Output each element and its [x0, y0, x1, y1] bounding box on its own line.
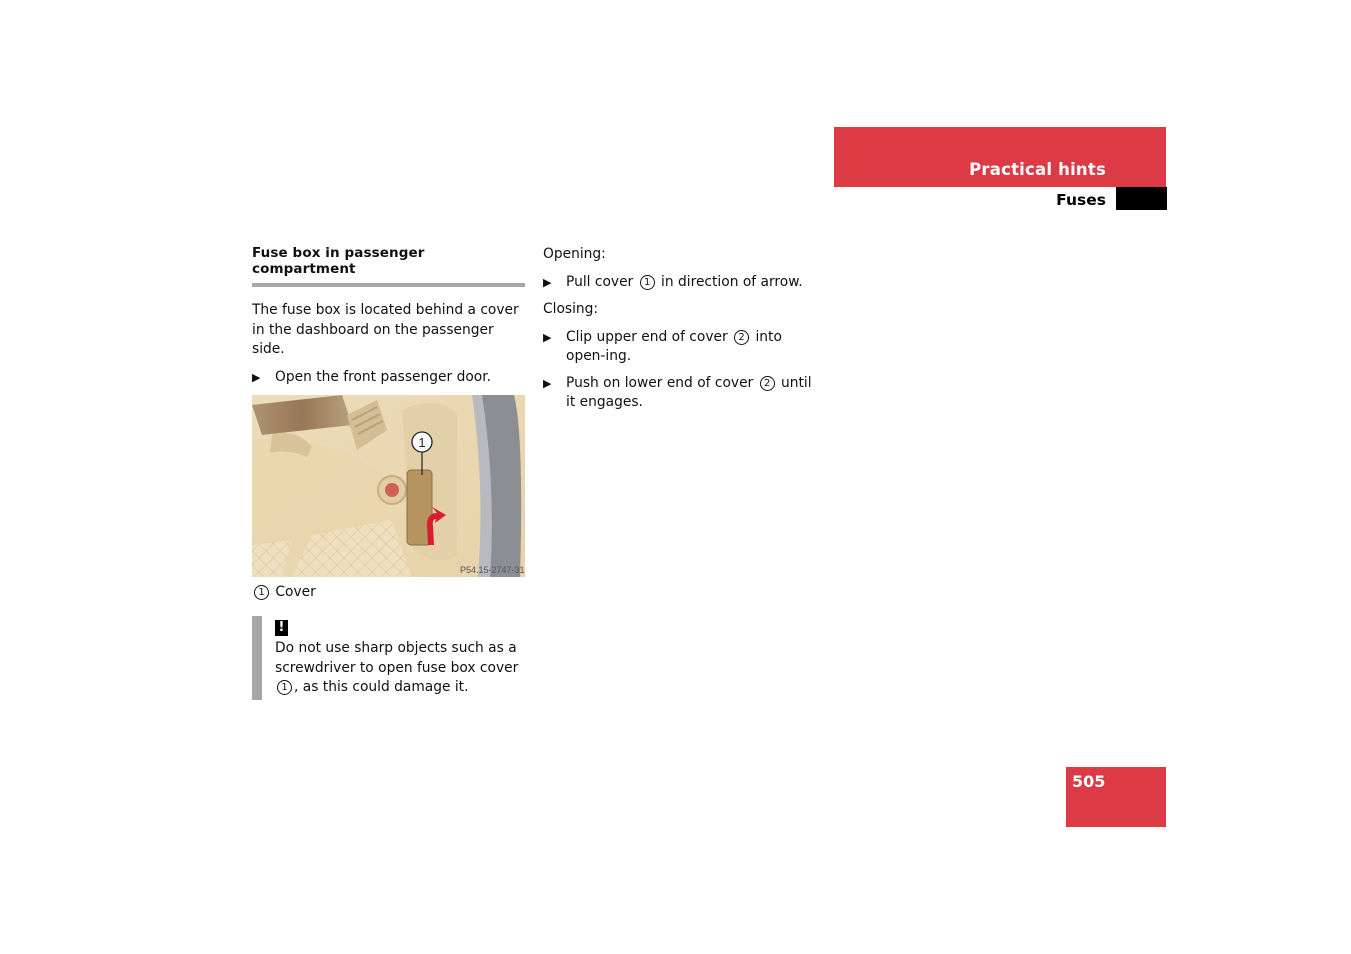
- page-number: 505: [1072, 772, 1106, 791]
- callout-number-1: 1: [254, 585, 269, 600]
- bullet-arrow-icon: ▶: [543, 376, 552, 390]
- closing-label: Closing:: [543, 301, 599, 317]
- step-push-lower-end: ▶ Push on lower end of cover 2 until it engages.: [543, 374, 812, 410]
- step-text: Open the front passenger door.: [275, 368, 492, 385]
- figure-callout-1: 1: [418, 435, 426, 450]
- dashboard-illustration: [252, 395, 525, 577]
- warning-icon: !: [275, 620, 288, 636]
- callout-number-1: 1: [277, 680, 292, 695]
- chapter-title: Practical hints: [969, 160, 1106, 179]
- step-open-door: [252, 368, 525, 388]
- bullet-arrow-icon: ▶: [543, 330, 552, 344]
- section-title: Fuses: [1056, 191, 1106, 209]
- callout-number-2: 2: [734, 330, 749, 345]
- step-pull-cover: ▶ Pull cover 1 in direction of arrow.: [543, 273, 815, 293]
- intro-paragraph: The fuse box is located behind a cover in the dashboard on the passenger side.: [252, 302, 519, 357]
- warning-note: [252, 616, 525, 698]
- right-column: [543, 245, 815, 413]
- caption-text: Cover: [275, 584, 316, 600]
- bullet-arrow-icon: ▶: [543, 275, 552, 289]
- callout-number-1: 1: [640, 275, 655, 290]
- subsection-heading: Fuse box in passenger compartment: [252, 245, 525, 287]
- bullet-arrow-icon: ▶: [252, 370, 261, 384]
- step-clip-upper-end: ▶ Clip upper end of cover 2 into open-ing.: [543, 328, 782, 364]
- left-column: [252, 245, 525, 698]
- figure-code: P54.15-2747-31: [460, 565, 525, 575]
- section-tab-marker: [1116, 187, 1167, 210]
- note-bar: [252, 616, 262, 700]
- opening-label: Opening:: [543, 246, 606, 262]
- chapter-header: [834, 127, 1166, 187]
- page-number-box: [1066, 767, 1166, 827]
- callout-number-2: 2: [760, 376, 775, 391]
- note-text: Do not use sharp objects such as a screwdriver to open fuse box cover 1 , as this could damage it.: [275, 640, 519, 695]
- figure-caption: [252, 583, 525, 602]
